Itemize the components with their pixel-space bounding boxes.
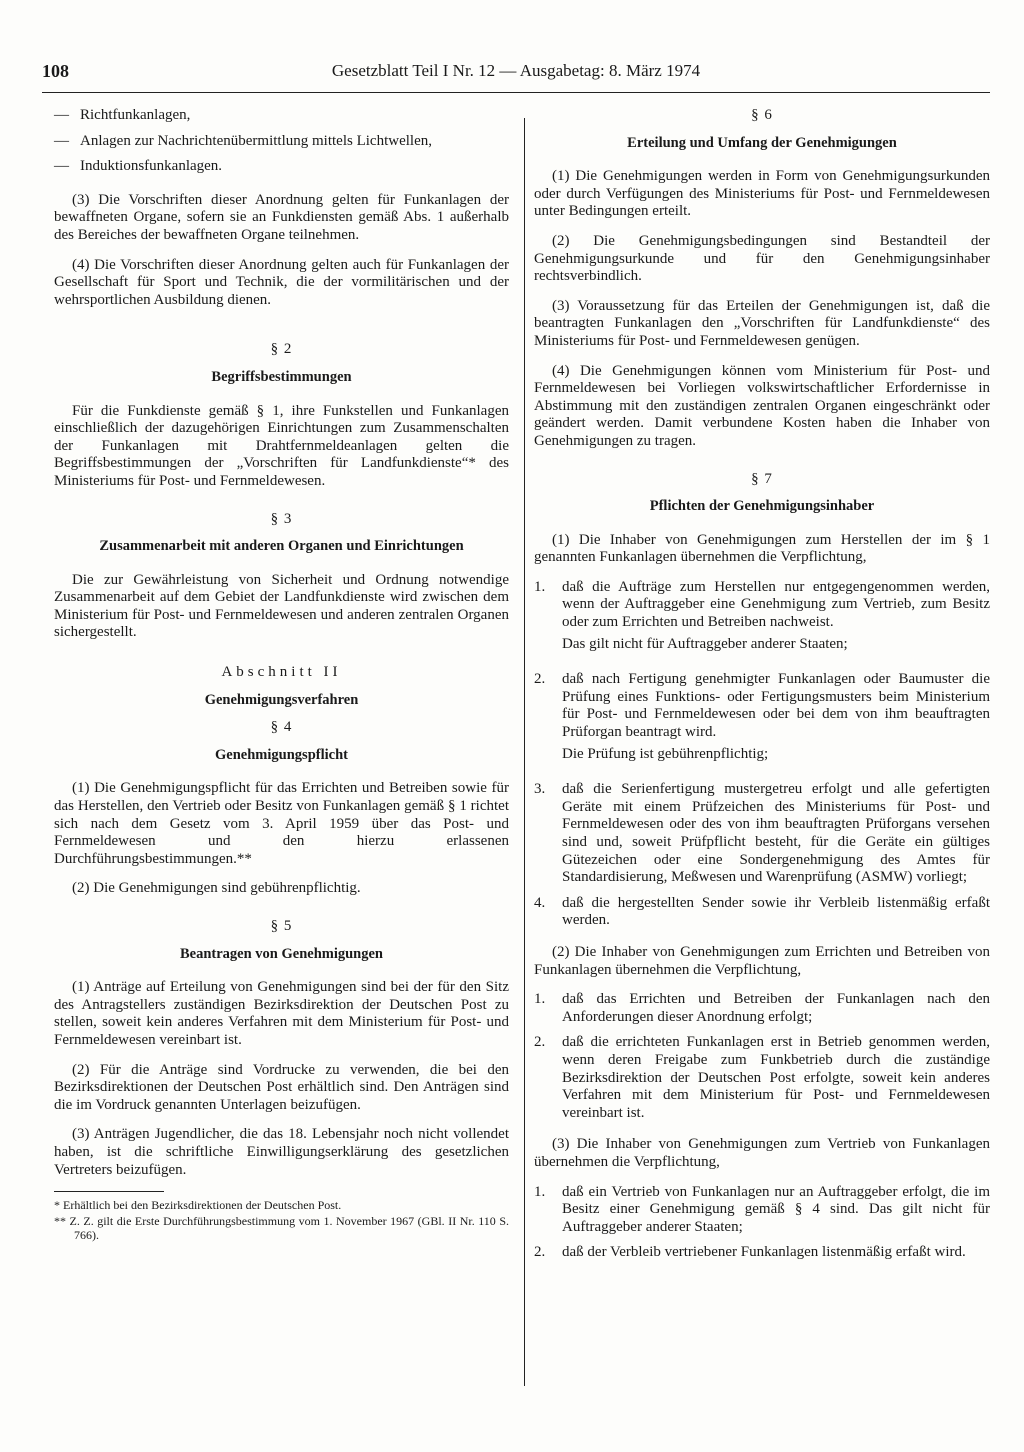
paragraph: (4) Die Genehmigungen können vom Ministerium für Post- und Fernmeldewesen bei Vorliegen volkswirtschaftlicher Erfordernisse in Abstimmung mit den zuständigen zentralen Organen eingeschränkt oder geändert werden. Damit verbundene Kosten haben die Inhaber von Genehmigungen zu tragen. xyxy=(534,362,990,449)
list-item: 2. daß der Verbleib vertriebener Funkanlagen listenmäßig erfaßt wird. xyxy=(534,1244,966,1261)
list-item: 4. daß die hergestellten Sender sowie ihr Verbleib listenmäßig erfaßt werden. xyxy=(534,894,990,929)
section-title: Pflichten der Genehmigungsinhaber xyxy=(649,498,875,515)
paragraph: (2) Die Genehmigungsbedingungen sind Bestandteil der Genehmigungsurkunde und für den Genehmigungsinhaber rechtsverbindlich. xyxy=(534,232,990,285)
paragraph: (4) Die Vorschriften dieser Anordnung gelten auch für Funkanlagen der Gesellschaft für Sport und Technik, die der vormilitärischen und der wehrsportlichen Ausbildung dienen. xyxy=(54,256,509,308)
list-item: 1. daß die Aufträge zum Herstellen nur entgegengenommen werden, wenn der Auftraggeber eine Genehmigung zum Vertrieb, zum Besitz oder zum Errichten und Betreiben nachweist. Das gilt nicht für Auftraggeber anderer Staaten; xyxy=(534,578,990,652)
section-label: § 2 xyxy=(270,341,293,358)
list-item: 2. daß nach Fertigung genehmigter Funkanlagen oder Baumuster die Prüfung eines Funktions- oder Fertigungsmusters beim Ministerium für Post- und Fernmeldewesen oder bei dem von ihm beauftragten Prüforgan beantragt wird. Die Prüfung ist gebührenpflichtig; xyxy=(534,671,990,762)
header-rule xyxy=(42,92,990,93)
paragraph: (3) Anträgen Jugendlicher, die das 18. Lebensjahr noch nicht vollendet haben, ist die schriftliche Einwilligungserklärung des gesetzlichen Vertreters beizufügen. xyxy=(54,1126,509,1178)
paragraph: (2) Die Genehmigungen sind gebührenpflichtig. xyxy=(72,880,361,897)
paragraph: Für die Funkdienste gemäß § 1, ihre Funkstellen und Funkanlagen einschließlich der dazugehörigen Einrichtungen zum Zusammenschalten der Funkanlagen mit Drahtfernmeldeanlagen gelten die Begriffsbestimmungen der „Vorschriften für Landfunkdienste“* des Ministeriums für Post- und Fernmeldewesen. xyxy=(54,402,509,489)
paragraph: (3) Die Inhaber von Genehmigungen zum Vertrieb von Funkanlagen übernehmen die Verpflichtung, xyxy=(534,1136,990,1170)
footnote: ** Z. Z. gilt die Erste Durchführungsbestimmung vom 1. November 1967 (GBl. II Nr. 110 S. 766). xyxy=(54,1214,509,1243)
paragraph: (1) Die Inhaber von Genehmigungen zum Herstellen der im § 1 genannten Funkanlagen übernehmen die Verpflichtung, xyxy=(534,531,990,566)
paragraph: (3) Die Vorschriften dieser Anordnung gelten für Funkanlagen der bewaffneten Organe, sofern sie an Funkdiensten gemäß Abs. 1 außerhalb des Bereiches der bewaffneten Organe teilnehmen. xyxy=(54,191,509,243)
page-header xyxy=(42,61,990,89)
dash-item: — Induktionsfunkanlagen. xyxy=(54,158,223,175)
paragraph: (3) Voraussetzung für das Erteilen der Genehmigungen ist, daß die beantragten Funkanlagen den „Vorschriften für Landfunkdienste“ des Ministeriums für Post- und Fernmeldewesen genügen. xyxy=(534,297,990,349)
chapter-label: Abschnitt II xyxy=(221,664,342,681)
paragraph: (1) Die Genehmigungen werden in Form von Genehmigungsurkunden oder durch Verfügungen des Ministeriums für Post- und Fernmeldewesen unter Bedingungen erteilt. xyxy=(534,168,990,220)
section-title: Beantragen von Genehmigungen xyxy=(179,945,383,962)
section-label: § 6 xyxy=(751,107,773,123)
footnote-rule xyxy=(54,1191,164,1192)
footnote: * Erhältlich bei den Bezirksdirektionen der Deutschen Post. xyxy=(54,1198,342,1213)
section-title: Begriffsbestimmungen xyxy=(211,368,352,385)
paragraph: (2) Die Inhaber von Genehmigungen zum Errichten und Betreiben von Funkanlagen übernehmen die Verpflichtung, xyxy=(534,943,990,978)
chapter-title: Genehmigungsverfahren xyxy=(204,691,359,708)
right-column xyxy=(534,107,990,1270)
section-title: Genehmigungspflicht xyxy=(215,746,348,763)
paragraph: (1) Anträge auf Erteilung von Genehmigungen sind bei der für den Sitz des Antragstellers zuständigen Bezirksdirektion der Deutschen Post zu stellen, soweit kein anderes Verfahren mit dem Ministerium für Post- und Fernmeldewesen vereinbart ist. xyxy=(54,979,509,1048)
list-item: 1. daß ein Vertrieb von Funkanlagen nur an Auftraggeber erfolgt, die im Besitz einer Genehmigung gemäß § 4 sind. Das gilt nicht für Auftraggeber anderer Staaten; xyxy=(534,1183,990,1235)
dash-item: — Richtfunkanlagen, xyxy=(54,107,191,123)
section-label: § 5 xyxy=(270,918,293,934)
paragraph: (2) Für die Anträge sind Vordrucke zu verwenden, die bei den Bezirksdirektionen der Deutschen Post erhältlich sind. Den Anträgen sind die im Vordruck genannten Unterlagen beizufügen. xyxy=(54,1061,509,1113)
left-column xyxy=(54,107,509,1244)
section-label: § 4 xyxy=(270,719,293,736)
list-item: 3. daß die Serienfertigung mustergetreu erfolgt und alle gefertigten Geräte mit einem Prüfzeichen des Ministeriums für Post- und Fernmeldewesen oder des von ihm beauftragten Prüforgans versehen sind und, soweit Prüfpflicht besteht, für die Geräte ein gültiges Gütezeichen oder eine Sondergenehmigung des Amtes für Standardisierung, Meßwesen und Warenprüfung (ASMW) vorliegt; xyxy=(534,781,990,886)
paragraph: (1) Die Genehmigungspflicht für das Errichten und Betreiben sowie für das Herstellen, den Vertrieb oder Besitz von Funkanlagen gemäß § 1 richtet sich nach dem Gesetz vom 3. April 1959 über das Post- und Fernmeldewesen und den hierzu erlassenen Durchführungsbestimmungen.** xyxy=(54,780,509,867)
column-divider xyxy=(524,118,525,1386)
dash-item: — Anlagen zur Nachrichtenübermittlung mittels Lichtwellen, xyxy=(54,132,432,149)
section-title: Erteilung und Umfang der Genehmigungen xyxy=(627,134,897,151)
section-label: § 3 xyxy=(270,510,293,527)
section-label: § 7 xyxy=(751,470,773,487)
list-item: 2. daß die errichteten Funkanlagen erst in Betrieb genommen werden, wenn deren Freigabe zum Funkbetrieb durch die zuständige Bezirksdirektion der Deutschen Post erfolgte, soweit kein anderes Verfahren mit dem Ministerium für Post- und Fernmeldewesen vereinbart ist. xyxy=(534,1034,990,1121)
section-title: Zusammenarbeit mit anderen Organen und Einrichtungen xyxy=(99,538,464,555)
list-item: 1. daß das Errichten und Betreiben der Funkanlagen nach den Anforderungen dieser Anordnung erfolgt; xyxy=(534,991,990,1025)
page-number: 108 xyxy=(42,61,69,81)
running-head: Gesetzblatt Teil I Nr. 12 — Ausgabetag: 8. März 1974 xyxy=(331,61,701,80)
paragraph: Die zur Gewährleistung von Sicherheit und Ordnung notwendige Zusammenarbeit auf dem Gebiet der Landfunkdienste wird zwischen dem Ministerium für Post- und Fernmeldewesen und anderen zentralen Organen sichergestellt. xyxy=(54,571,509,641)
